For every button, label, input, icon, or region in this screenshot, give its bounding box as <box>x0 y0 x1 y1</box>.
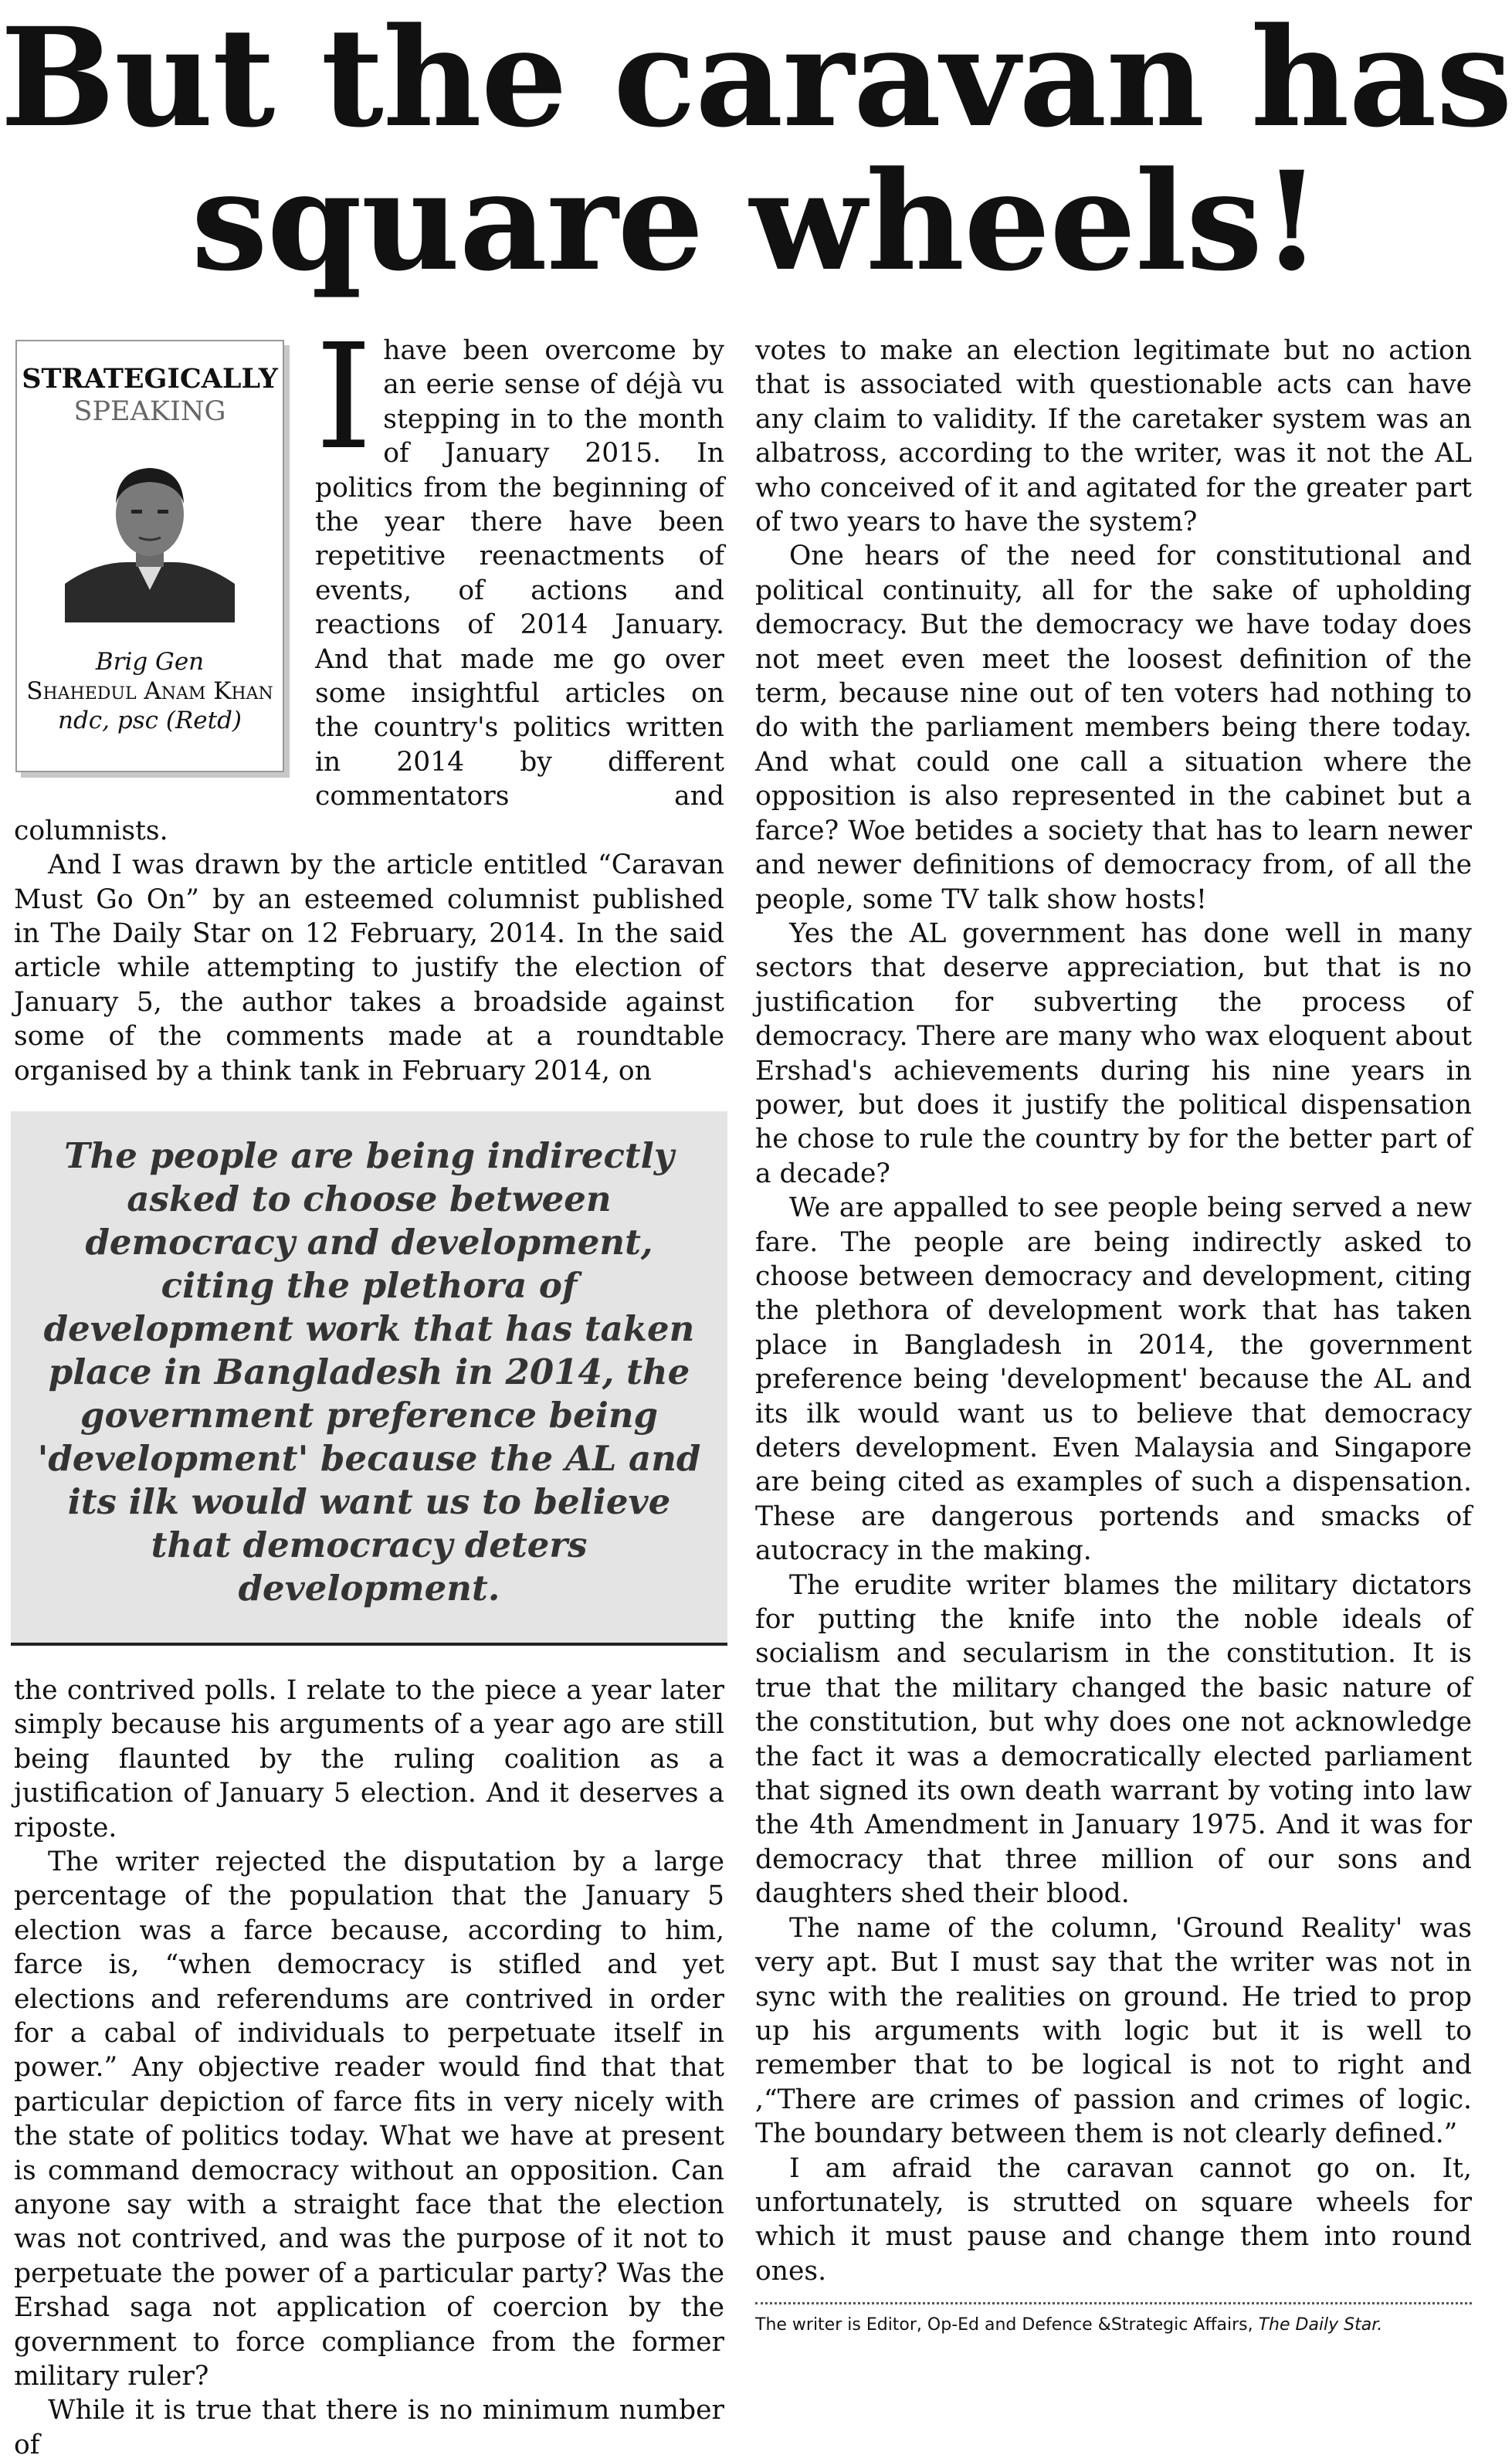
paragraph-4-continued: votes to make an election legitimate but no action that is associated with questionable acts can have any claim to validity. If the caretaker system was an albatross, according to the writer, was it not the AL who conceived of it and agitated for the greater part of two years to have the system? <box>755 335 1472 538</box>
paragraph-3: The writer rejected the disputation by a large percentage of the population that the January 5 election was a farce because, according to him, farce is, “when democracy is stifled and yet elections and referendums are contrived in order for a cabal of individuals to perpetuate itself in power.” Any objective reader would find that that particular depiction of farce fits in very nicely with the state of politics today. What we have at present is command democracy without an opposition. Can anyone say with a straight face that the election was not contrived, and was the purpose of it not to perpetuate the power of a particular party? Was the Ershad saga not application of coercion by the government to force compliance from the former military ruler? <box>14 1846 724 2392</box>
paragraph-7: We are appalled to see people being served a new fare. The people are being indirectly asked to choose between democracy and development, citing the plethora of development work that has taken place in Bangladesh in 2014, the government preference being 'development' because the AL and its ilk would want us to believe that democracy deters development. Even Malaysia and Singapore are being cited as examples of such a dispensation. These are dangerous portends and smacks of autocracy in the making. <box>755 1192 1472 1567</box>
paragraph-9: The name of the column, 'Ground Reality' was very apt. But I must say that the writer was not in sync with the realities on ground. He tried to prop up his arguments with logic but it is well to remember that to be logical is not to right and ,“There are crimes of passion and crimes of logic. The boundary between them is not clearly defined.” <box>755 1912 1472 2150</box>
footnote-text: The writer is Editor, Op-Ed and Defence &Strategic Affairs, <box>755 2315 1253 2335</box>
author-portrait-icon <box>65 446 235 622</box>
headline-line-2: square wheels! <box>191 141 1321 301</box>
paragraph-4-start: While it is true that there is no minimum number of <box>14 2395 724 2460</box>
right-column <box>755 334 1472 2337</box>
paragraph-6: Yes the AL government has done well in many sectors that deserve appreciation, but that is no justification for subverting the process of democracy. There are many who wax eloquent about Ershad's achievements during his nine years in power, but does it justify the political dispensation he chose to rule the country by for the better part of a decade? <box>755 917 1472 1189</box>
footnote-publication: The Daily Star. <box>1258 2315 1383 2335</box>
paragraph-10: I am afraid the caravan cannot go on. It, unfortunately, is strutted on square wheels for which it must pause and change them into round ones. <box>755 2152 1472 2287</box>
headline <box>0 0 1512 301</box>
headline-line-1: But the caravan has <box>0 0 1512 158</box>
author-rank: Brig Gen <box>95 648 205 676</box>
paragraph-2-before-quote: And I was drawn by the article entitled “Caravan Must Go On” by an esteemed columnist published in The Daily Star on 12 February, 2014. In the said article while attempting to justify the election of January 5, the author takes a broadside against some of the comments made at a roundtable organised by a think tank in February 2014, on <box>14 849 724 1087</box>
author-footnote <box>755 2314 1472 2337</box>
paragraph-8: The erudite writer blames the military dictators for putting the knife into the noble ideals of socialism and secularism in the constitution. It is true that the military changed the basic nature of the constitution, but why does one not acknowledge the fact it was a democratically elected parliament that signed its own death warrant by voting into law the 4th Amendment in January 1975. And it was for democracy that three million of our sons and daughters shed their blood. <box>755 1569 1472 1910</box>
byline-box <box>15 340 284 772</box>
column-name-line-2: SPEAKING <box>73 396 226 427</box>
paragraph-2-after-quote: the contrived polls. I relate to the piece a year later simply because his arguments of a year ago are still being flaunted by the ruling coalition as a justification of January 5 election. And it deserves a riposte. <box>14 1674 724 1843</box>
drop-cap: I <box>315 313 373 482</box>
author-name: Shahedul Anam Khan <box>26 677 273 705</box>
author-photo <box>65 446 235 622</box>
column-name-line-1: STRATEGICALLY <box>22 363 278 395</box>
left-column <box>14 313 724 2462</box>
footnote-divider <box>755 2302 1472 2304</box>
pull-quote: The people are being indirectly asked to choose between democracy and development, citing the plethora of development work that has taken place in Bangladesh in 2014, the government preference being 'development' because the AL and its ilk would want us to believe that democracy deters development. <box>11 1111 727 1646</box>
intro-text: have been overcome by an eerie sense of déjà vu stepping in to the month of January 2015. In politics from the beginning of the year there have been repetitive reenactments of events, of actions and reactions of 2014 January. And that made me go over some insightful articles on the country's politics written in 2014 by different commentators and columnists. <box>14 335 724 846</box>
paragraph-5: One hears of the need for constitutional and political continuity, all for the sake of upholding democracy. But the democracy we have today does not meet even meet the loosest definition of the term, because nine out of ten voters had nothing to do with the parliament members being there today. And what could one call a situation where the opposition is also represented in the cabinet but a farce? Woe betides a society that has to learn newer and newer definitions of democracy from, of all the people, some TV talk show hosts! <box>755 541 1472 915</box>
author-credentials: ndc, psc (Retd) <box>57 707 242 734</box>
